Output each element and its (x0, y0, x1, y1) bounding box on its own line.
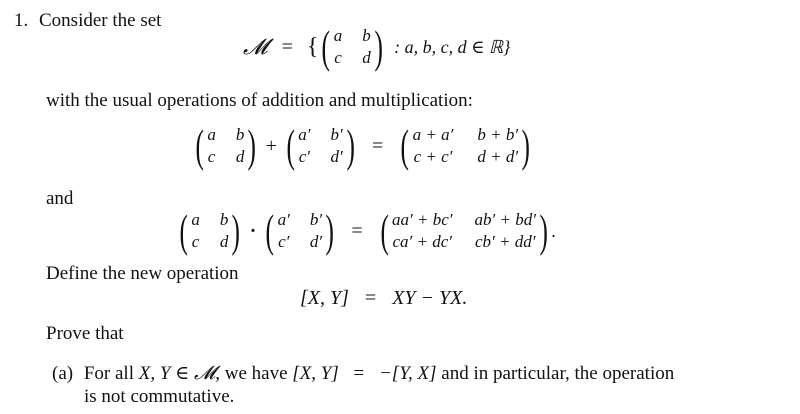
matrix-2: ( a′ b′ c′ d′ ) (286, 120, 355, 171)
matrix-1: ( a b c d ) (195, 120, 257, 171)
prove-that-text: Prove that (46, 323, 124, 344)
matrix-entry: d + d′ (477, 147, 519, 166)
matrix-entry: a′ (298, 125, 311, 144)
matrix-entry: c (207, 147, 216, 166)
set-definition (243, 21, 511, 72)
problem-number: 1. (14, 10, 29, 31)
part-a-line2: is not commutative. (84, 386, 235, 407)
part-a-text: For all (83, 363, 134, 384)
part-a-text: and in particular, the operation (441, 363, 675, 384)
matrix-entry: d (235, 147, 245, 166)
matrix-entry: ca′ + dc′ (392, 232, 453, 251)
multiplication-equation (176, 205, 556, 256)
matrix-entry: a + a′ (412, 125, 454, 144)
matrix-product: ( aa′ + bc′ ab′ + bd′ ca′ + dc′ cb′ + dd′ ) (380, 205, 548, 256)
matrix-entry: b′ (309, 210, 323, 229)
set-equals: = (281, 35, 293, 58)
matrix-entry: b (235, 125, 245, 144)
set-condition: : a, b, c, d ∈ ℝ} (394, 36, 511, 57)
matrix-entry: d′ (330, 147, 343, 166)
set-open-brace: { (306, 33, 319, 60)
matrix-entry: b (362, 26, 371, 45)
part-a-math: [X, Y] (292, 363, 339, 384)
bracket-lhs: [X, Y] (300, 287, 349, 309)
left-paren: ( (321, 21, 331, 72)
and-label: and (46, 188, 74, 209)
operations-intro: with the usual operations of addition and multiplication: (46, 90, 473, 111)
dot-sign: · (249, 219, 257, 242)
set-name: 𝓜 (243, 34, 268, 60)
plus-sign: + (265, 134, 277, 157)
matrix-entry: a (333, 26, 343, 45)
matrix-1: ( a b c d ) (179, 205, 241, 256)
period: . (551, 220, 556, 241)
matrix-entry: cb′ + dd′ (474, 232, 536, 251)
matrix-entry: a′ (277, 210, 290, 229)
equals-sign: = (372, 134, 384, 157)
bracket-rhs: XY − YX. (392, 287, 468, 309)
part-a-text: we have (224, 363, 288, 384)
matrix-entry: a (207, 125, 216, 144)
addition-equation (192, 120, 533, 171)
equals-sign: = (351, 219, 363, 242)
set-matrix (318, 21, 386, 72)
bracket-definition (300, 287, 467, 310)
equals-sign: = (364, 287, 377, 309)
part-a-label: (a) (52, 363, 74, 384)
matrix-entry: b′ (330, 125, 343, 144)
matrix-entry: d (362, 48, 371, 67)
matrix-entry: c′ (298, 147, 310, 166)
matrix-entry: a (191, 210, 200, 229)
right-paren: ) (374, 21, 383, 72)
matrix-entry: c (191, 232, 200, 251)
matrix-entry: d′ (309, 232, 323, 251)
matrix-2: ( a′ b′ c′ d′ ) (265, 205, 334, 256)
matrix-entry: d (219, 232, 229, 251)
matrix-entry: c (334, 48, 342, 67)
part-a-math: X, Y ∈ 𝓜, (138, 363, 221, 384)
problem-heading (14, 10, 161, 32)
problem-intro: Consider the set (39, 10, 162, 31)
matrix-sum: ( a + a′ b + b′ c + c′ d + d′ ) (400, 120, 530, 171)
matrix-entry: ab′ + bd′ (474, 210, 536, 229)
part-a-line1 (52, 362, 674, 385)
matrix-entry: b (219, 210, 229, 229)
matrix-entry: b + b′ (477, 125, 519, 144)
define-operation-text: Define the new operation (46, 263, 239, 284)
matrix-entry: c′ (278, 232, 290, 251)
part-a-math: −[Y, X] (378, 363, 437, 384)
matrix-entry: aa′ + bc′ (392, 210, 453, 229)
matrix-entry: c + c′ (413, 147, 453, 166)
part-a-equals: = (353, 363, 365, 384)
